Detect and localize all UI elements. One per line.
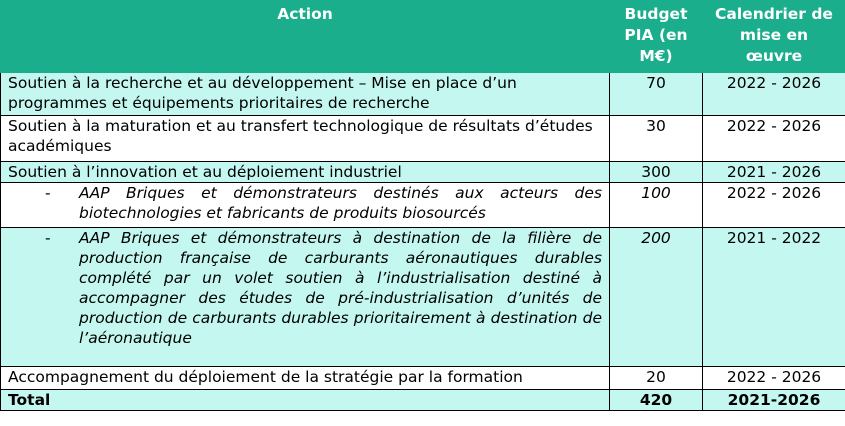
table-row xyxy=(1,73,845,116)
action-cell: Accompagnement du déploiement de la stratégie par la formation xyxy=(1,367,610,390)
budget-cell: 20 xyxy=(610,367,703,390)
total-label: Total xyxy=(1,390,610,411)
table-row xyxy=(1,367,845,390)
budget-cell: 300 xyxy=(610,162,703,183)
table-row xyxy=(1,116,845,162)
sub-action-text: AAP Briques et démonstrateurs à destination de la filière de production française de carburants aéronautiques durables complété par un volet soutien à l’industrialisation destiné à accompagner des études de pré-industrialisation d’unités de production de carburants durables prioritairement à destination de l’aéronautique xyxy=(79,229,602,347)
action-cell xyxy=(1,183,610,228)
budget-cell: 100 xyxy=(610,183,703,228)
budget-cell: 30 xyxy=(610,116,703,162)
sub-action-text: AAP Briques et démonstrateurs destinés aux acteurs des biotechnologies et fabricants de produits biosourcés xyxy=(79,184,602,222)
action-cell xyxy=(1,228,610,367)
table-header-row xyxy=(1,1,845,73)
calendar-cell: 2021 - 2026 xyxy=(703,162,845,183)
list-dash: - xyxy=(45,184,51,202)
calendar-cell: 2022 - 2026 xyxy=(703,116,845,162)
table-row xyxy=(1,183,845,228)
action-cell: Soutien à la maturation et au transfert technologique de résultats d’études académiques xyxy=(1,116,610,162)
budget-cell: 200 xyxy=(610,228,703,367)
action-cell: Soutien à la recherche et au développement – Mise en place d’un programmes et équipements prioritaires de recherche xyxy=(1,73,610,116)
action-cell: Soutien à l’innovation et au déploiement industriel xyxy=(1,162,610,183)
header-action: Action xyxy=(1,1,610,73)
total-calendar: 2021-2026 xyxy=(703,390,845,411)
table-row xyxy=(1,162,845,183)
calendar-cell: 2022 - 2026 xyxy=(703,367,845,390)
table-row xyxy=(1,228,845,367)
header-calendar: Calendrier de mise en œuvre xyxy=(703,1,845,73)
total-budget: 420 xyxy=(610,390,703,411)
calendar-cell: 2022 - 2026 xyxy=(703,183,845,228)
calendar-cell: 2021 - 2022 xyxy=(703,228,845,367)
calendar-cell: 2022 - 2026 xyxy=(703,73,845,116)
header-budget: Budget PIA (en M€) xyxy=(610,1,703,73)
budget-cell: 70 xyxy=(610,73,703,116)
list-dash: - xyxy=(45,229,51,247)
total-row xyxy=(1,390,845,411)
